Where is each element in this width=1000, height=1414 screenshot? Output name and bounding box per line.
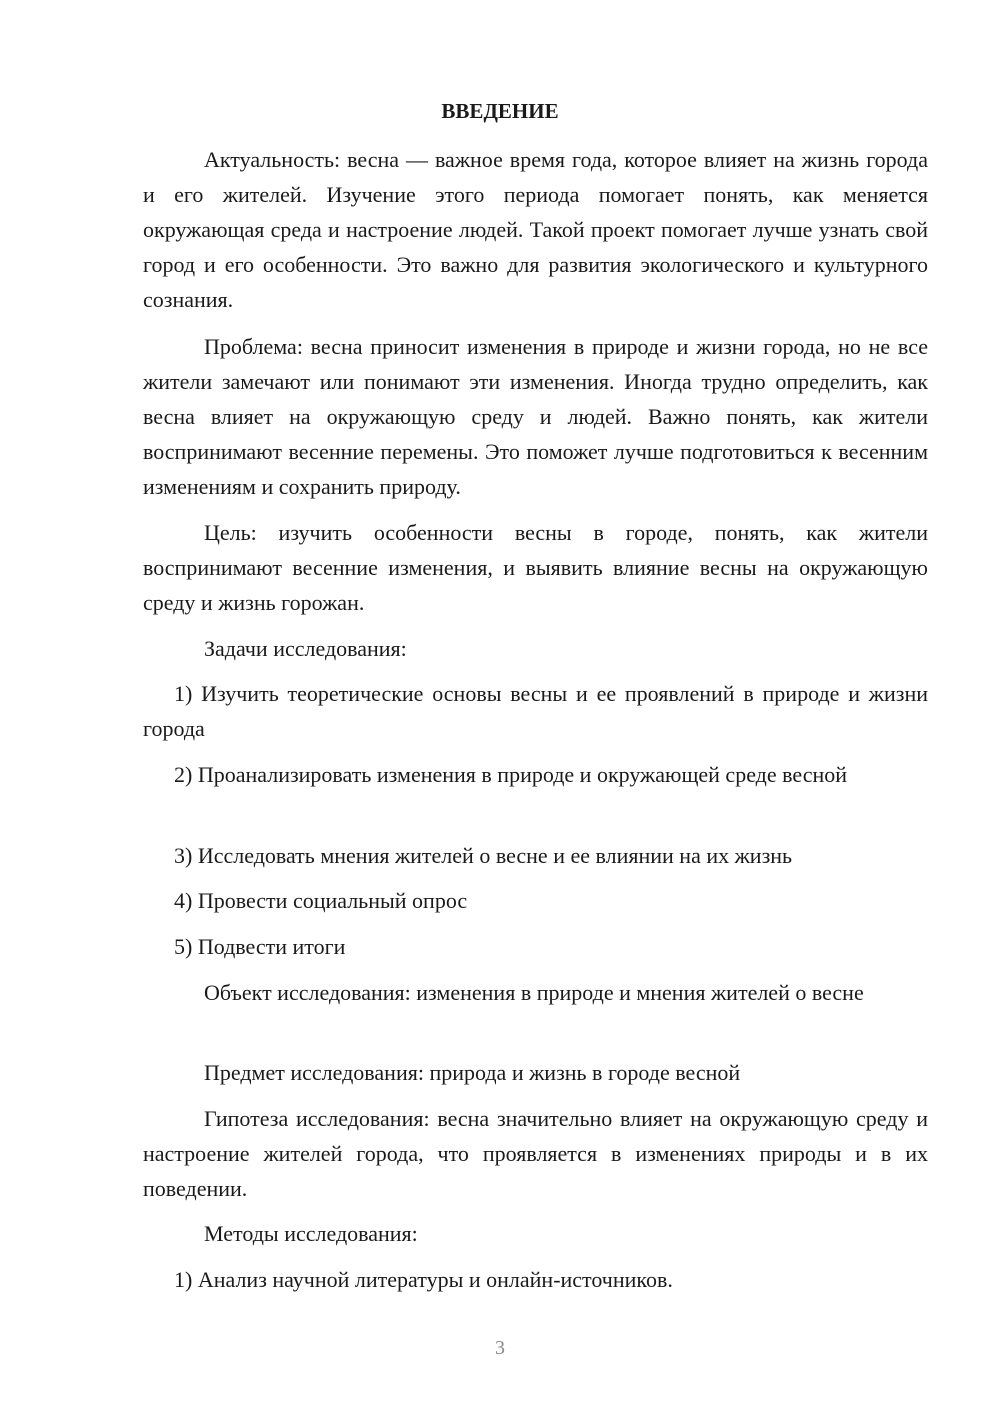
tasks-heading: Задачи исследования: — [204, 636, 407, 661]
paragraph-goal: Цель: изучить особенности весны в городе, понять, как жители воспринимают весенние изменения, и выявить влияние весны на окружающую среду и жизнь горожан. — [143, 520, 928, 615]
methods-heading: Методы исследования: — [204, 1221, 418, 1246]
task-item-3: 3) Исследовать мнения жителей о весне и ее влиянии на их жизнь — [174, 843, 793, 868]
method-item-1: 1) Анализ научной литературы и онлайн-источников. — [174, 1267, 673, 1292]
task-item-1: 1) Изучить теоретические основы весны и ее проявлений в природе и жизни города — [143, 681, 928, 741]
paragraph-problem: Проблема: весна приносит изменения в природе и жизни города, но не все жители замечают или понимают эти изменения. Иногда трудно определить, как весна влияет на окружающую среду и людей. Важно понять, как жители воспринимают весенние перемены. Это поможет лучше подготовиться к весенним изменениям и сохранить природу. — [143, 334, 928, 499]
paragraph-relevance: Актуальность: весна — важное время года, которое влияет на жизнь города и его жителей. Изучение этого периода помогает понять, как меняется окружающая среда и настроение людей. Такой проект помогает лучше узнать свой город и его особенности. Это важно для развития экологического и культурного сознания. — [143, 147, 928, 312]
paragraph-hypothesis: Гипотеза исследования: весна значительно влияет на окружающую среду и настроение жителей города, что проявляется в изменениях природы и в их поведении. — [143, 1106, 928, 1201]
page-number: 3 — [495, 1337, 505, 1359]
paragraph-subject: Предмет исследования: природа и жизнь в городе весной — [204, 1060, 741, 1085]
page-title: ВВЕДЕНИЕ — [441, 99, 559, 123]
task-item-4: 4) Провести социальный опрос — [174, 888, 468, 913]
task-item-5: 5) Подвести итоги — [174, 934, 346, 959]
task-item-2: 2) Проанализировать изменения в природе и окружающей среде весной — [174, 762, 848, 787]
paragraph-object: Объект исследования: изменения в природе и мнения жителей о весне — [204, 980, 864, 1005]
